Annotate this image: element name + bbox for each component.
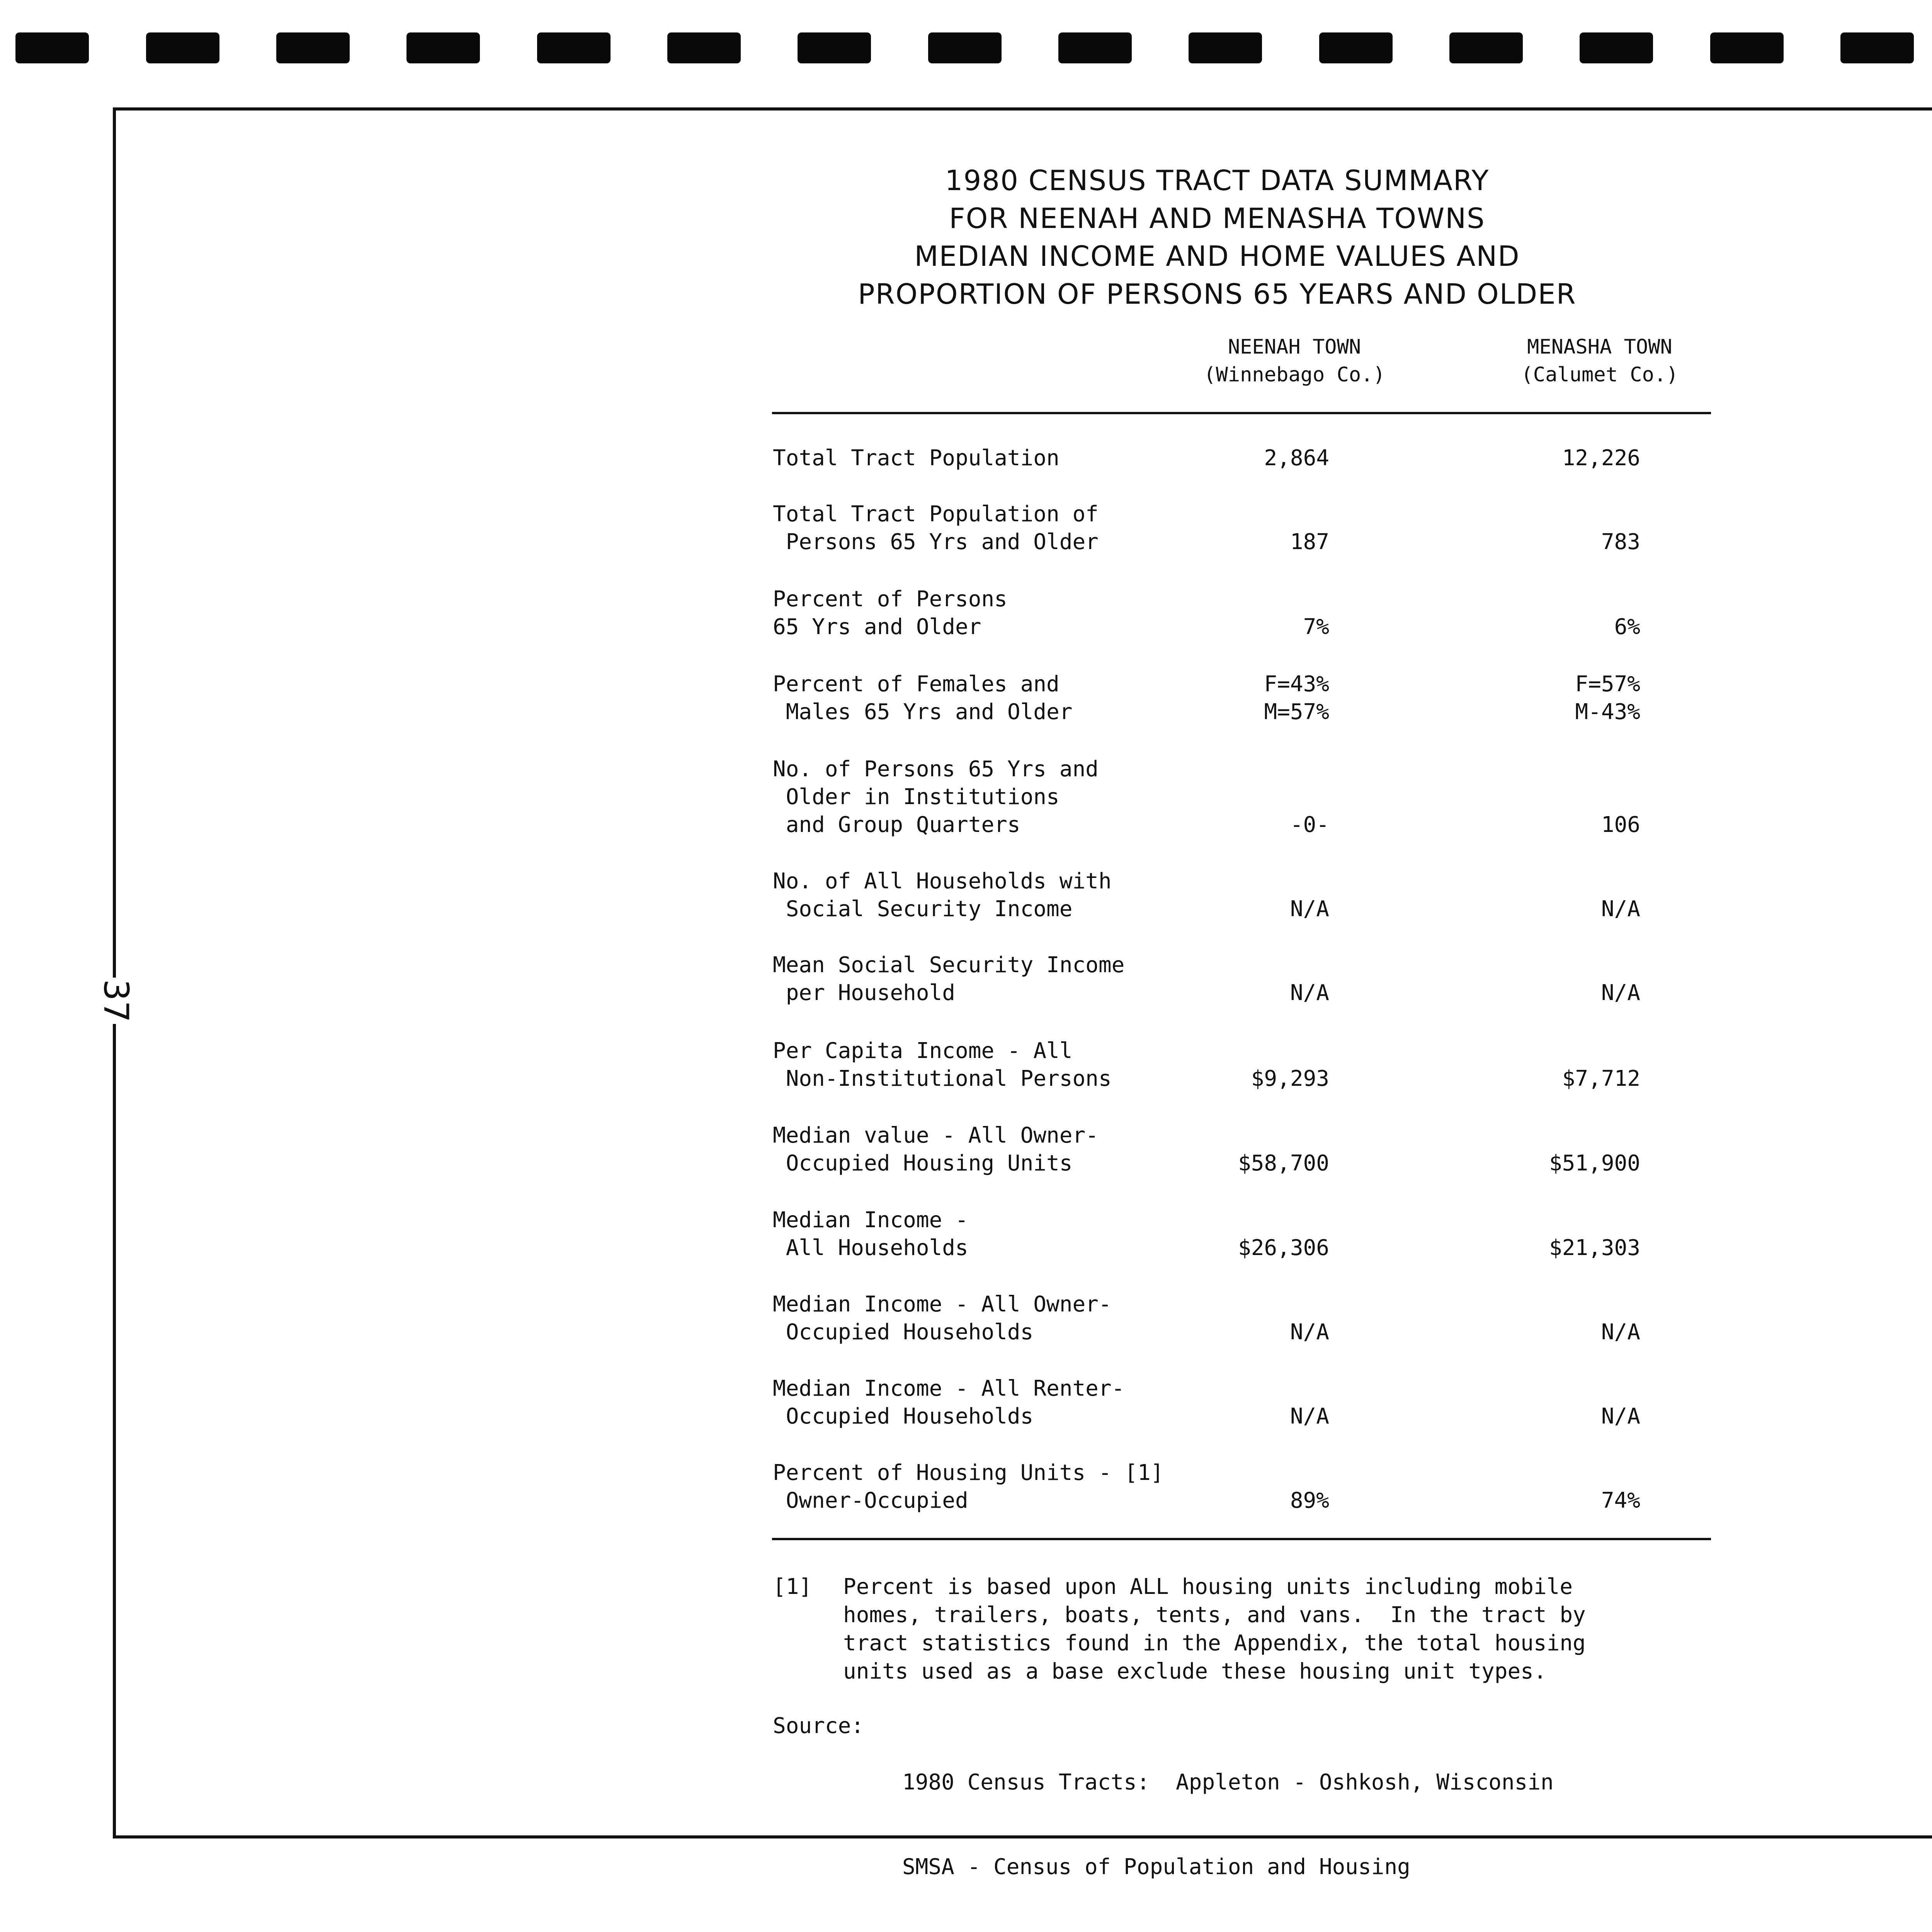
neenah-value: 7% (1303, 614, 1329, 639)
perforation-hole (1449, 32, 1523, 63)
footnote-marker: [1] (773, 1574, 812, 1599)
perforation-hole (1580, 32, 1653, 63)
column-header-county: (Calumet Co.) (1521, 363, 1679, 386)
row-label: Total Tract Population (773, 446, 1060, 471)
source-label: Source: (773, 1713, 864, 1738)
menasha-value: 6% (1614, 614, 1640, 639)
menasha-value: 106 (1601, 812, 1640, 837)
page-title (753, 162, 1681, 313)
row-label: No. of All Households with Social Security Income (773, 869, 1112, 922)
table-row (773, 444, 1662, 472)
menasha-value: F=57% M-43% (1575, 672, 1640, 724)
perforation-hole (1319, 32, 1393, 63)
table-row (773, 1291, 1662, 1346)
source-line: 1980 Census Tracts: Appleton - Oshkosh, Wisconsin (902, 1770, 1554, 1795)
table-bottom-rule (772, 1538, 1711, 1540)
neenah-value: 2,864 (1264, 446, 1329, 471)
neenah-value: 89% (1290, 1488, 1329, 1513)
perforation-hole (1840, 32, 1914, 63)
title-line: MEDIAN INCOME AND HOME VALUES AND (914, 240, 1520, 272)
row-label: Percent of Housing Units - [1] Owner-Occupied (773, 1460, 1164, 1513)
perforation-hole (406, 32, 480, 63)
column-header-neenah (1159, 333, 1430, 389)
table-row (773, 755, 1662, 839)
neenah-value: $26,306 (1238, 1235, 1329, 1260)
row-label: Median Income - All Renter- Occupied Households (773, 1376, 1125, 1429)
table-row (773, 1037, 1662, 1093)
column-header-menasha (1464, 333, 1735, 389)
neenah-value: -0- (1290, 812, 1329, 837)
menasha-value: 12,226 (1562, 446, 1640, 471)
source-note (773, 1712, 1554, 1932)
perforation-strip (0, 32, 1932, 63)
row-label: Total Tract Population of Persons 65 Yrs and Older (773, 502, 1099, 554)
menasha-value: N/A (1601, 980, 1640, 1005)
neenah-value: $58,700 (1238, 1151, 1329, 1176)
menasha-value: $21,303 (1549, 1235, 1640, 1260)
footnote (773, 1573, 1586, 1685)
table-row (773, 585, 1662, 641)
table-row (773, 1459, 1662, 1515)
perforation-hole (1710, 32, 1784, 63)
column-header-name: MENASHA TOWN (1527, 335, 1672, 359)
table-row (773, 1375, 1662, 1430)
perforation-hole (146, 32, 219, 63)
column-header-county: (Winnebago Co.) (1204, 363, 1385, 386)
neenah-value: N/A (1290, 980, 1329, 1005)
title-line: 1980 CENSUS TRACT DATA SUMMARY (945, 164, 1490, 197)
row-label: Median value - All Owner- Occupied Housing Units (773, 1123, 1099, 1176)
table-row (773, 670, 1662, 726)
table-top-rule (772, 412, 1711, 414)
table-row (773, 500, 1662, 556)
perforation-hole (15, 32, 89, 63)
menasha-value: $7,712 (1562, 1066, 1640, 1091)
row-label: Mean Social Security Income per Household (773, 952, 1125, 1005)
row-label: Median Income - All Owner- Occupied Households (773, 1292, 1112, 1345)
perforation-hole (667, 32, 741, 63)
page-number: 37 (93, 978, 139, 1024)
neenah-value: $9,293 (1251, 1066, 1329, 1091)
neenah-value: F=43% M=57% (1264, 672, 1329, 724)
menasha-value: N/A (1601, 896, 1640, 922)
perforation-hole (798, 32, 871, 63)
row-label: Median Income - All Households (773, 1208, 968, 1260)
row-label: Percent of Persons 65 Yrs and Older (773, 587, 1007, 639)
menasha-value: 783 (1601, 529, 1640, 554)
table-row (773, 951, 1662, 1007)
perforation-hole (276, 32, 350, 63)
perforation-hole (537, 32, 611, 63)
title-line: FOR NEENAH AND MENASHA TOWNS (949, 202, 1485, 235)
table-row (773, 1206, 1662, 1262)
row-label: Percent of Females and Males 65 Yrs and Older (773, 672, 1073, 724)
menasha-value: $51,900 (1549, 1151, 1640, 1176)
column-header-name: NEENAH TOWN (1228, 335, 1361, 359)
footnote-text: Percent is based upon ALL housing units including mobile homes, trailers, boats, tents, and vans. In the tract by tract statistics found in the Appendix, the total housing units used as a base exclude these housing unit types. (843, 1574, 1586, 1684)
table-row (773, 1122, 1662, 1177)
perforation-hole (1058, 32, 1132, 63)
perforation-hole (928, 32, 1002, 63)
neenah-value: N/A (1290, 1404, 1329, 1429)
table-row (773, 867, 1662, 923)
neenah-value: N/A (1290, 896, 1329, 922)
neenah-value: 187 (1290, 529, 1329, 554)
menasha-value: N/A (1601, 1320, 1640, 1345)
row-label: Per Capita Income - All Non-Institutional Persons (773, 1038, 1112, 1091)
source-line: SMSA - Census of Population and Housing (902, 1854, 1410, 1879)
neenah-value: N/A (1290, 1320, 1329, 1345)
menasha-value: 74% (1601, 1488, 1640, 1513)
perforation-hole (1189, 32, 1262, 63)
title-line: PROPORTION OF PERSONS 65 YEARS AND OLDER (858, 278, 1577, 310)
row-label: No. of Persons 65 Yrs and Older in Institutions and Group Quarters (773, 757, 1099, 837)
menasha-value: N/A (1601, 1404, 1640, 1429)
